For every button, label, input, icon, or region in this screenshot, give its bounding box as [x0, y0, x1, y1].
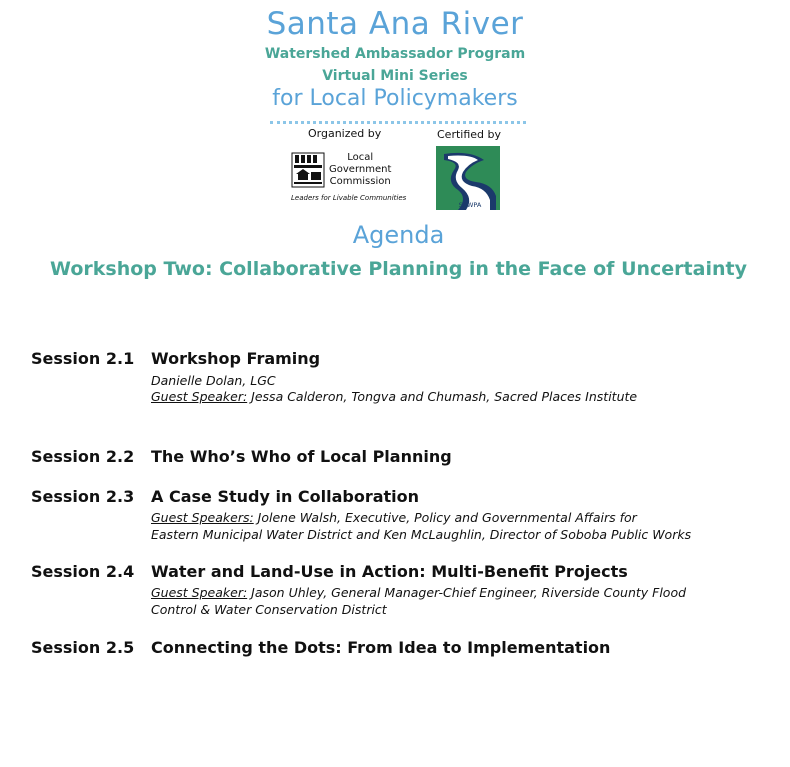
- sawpa-logo-text: SAWPA: [458, 201, 482, 209]
- guest-speaker-label: Guest Speakers:: [151, 510, 254, 525]
- program-title: Santa Ana River: [266, 6, 524, 42]
- session-title: Connecting the Dots: From Idea to Implementation: [151, 638, 611, 657]
- session-number: Session 2.2: [31, 447, 135, 466]
- lgc-name-line: Government: [329, 164, 392, 175]
- organized-by-label: Organized by: [308, 127, 382, 140]
- lgc-building-icon: [291, 152, 325, 188]
- guest-speaker-text: Jessa Calderon, Tongva and Chumash, Sacred Places Institute: [247, 389, 638, 404]
- lgc-name-line: Commission: [329, 176, 391, 187]
- session-number: Session 2.1: [31, 349, 135, 368]
- guest-speaker-label: Guest Speaker:: [151, 389, 248, 404]
- session-guest-speaker-continued: Control & Water Conservation District: [151, 602, 387, 617]
- audience-subtitle: for Local Policymakers: [272, 86, 518, 111]
- session-title: A Case Study in Collaboration: [151, 487, 420, 506]
- sawpa-logo: [436, 146, 500, 210]
- session-guest-speaker-continued: Eastern Municipal Water District and Ken McLaughlin, Director of Soboba Public Works: [151, 527, 692, 542]
- session-presenter: Danielle Dolan, LGC: [151, 373, 276, 388]
- session-title: Water and Land-Use in Action: Multi-Benefit Projects: [151, 562, 628, 581]
- lgc-tagline: Leaders for Livable Communities: [291, 194, 407, 202]
- session-guest-speaker: [151, 389, 637, 404]
- session-title: The Who’s Who of Local Planning: [151, 447, 452, 466]
- lgc-logo: [291, 152, 421, 204]
- agenda-heading: Agenda: [352, 221, 445, 249]
- guest-speaker-label: Guest Speaker:: [151, 585, 248, 600]
- session-number: Session 2.3: [31, 487, 135, 506]
- session-number: Session 2.4: [31, 562, 135, 581]
- lgc-name: [329, 152, 391, 188]
- series-subtitle: Virtual Mini Series: [322, 68, 468, 84]
- certified-by-label: Certified by: [437, 128, 502, 141]
- lgc-name-line: Local: [347, 152, 374, 163]
- session-guest-speaker: [151, 510, 637, 525]
- guest-speaker-text: Jolene Walsh, Executive, Policy and Governmental Affairs for: [253, 510, 637, 525]
- dotted-divider: [270, 121, 526, 124]
- program-subtitle: Watershed Ambassador Program: [264, 46, 526, 62]
- guest-speaker-text: Jason Uhley, General Manager-Chief Engineer, Riverside County Flood: [247, 585, 687, 600]
- session-number: Session 2.5: [31, 638, 135, 657]
- workshop-title: Workshop Two: Collaborative Planning in the Face of Uncertainty: [50, 258, 747, 280]
- session-title: Workshop Framing: [151, 349, 321, 368]
- session-guest-speaker: [151, 585, 686, 600]
